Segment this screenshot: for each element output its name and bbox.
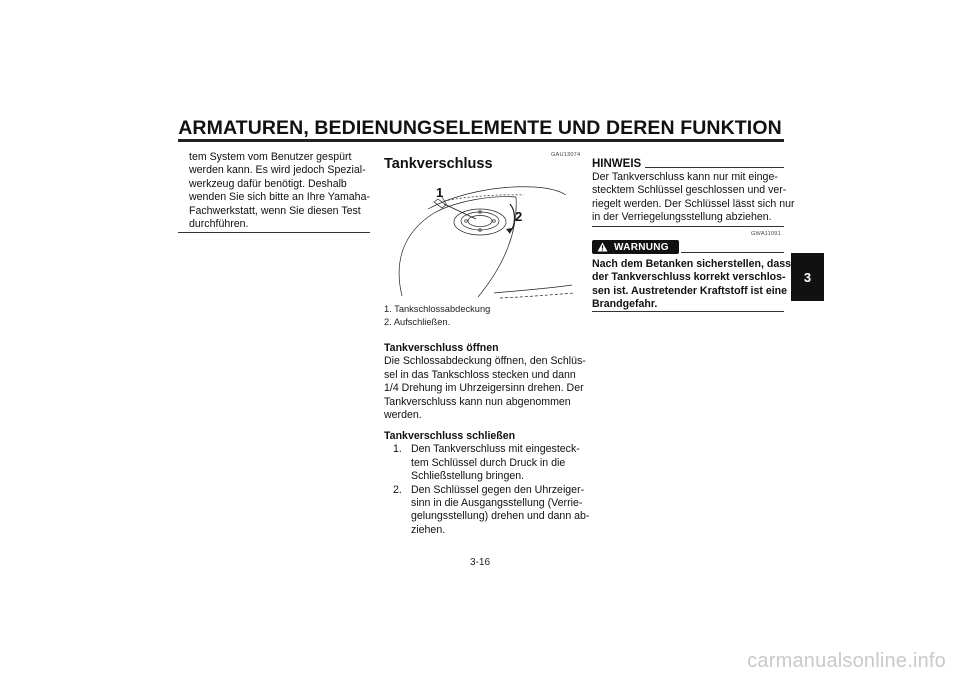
warning-triangle-icon xyxy=(597,242,608,252)
continued-paragraph xyxy=(189,151,370,231)
list-item xyxy=(384,484,589,538)
key-shaft xyxy=(444,204,476,219)
tank-lower-dash xyxy=(500,293,574,298)
text-line: in der Verriegelungsstellung abziehen. xyxy=(592,211,772,224)
text-line: Den Schlüssel gegen den Uhrzeiger- xyxy=(411,483,585,496)
figure-label-2: 2 xyxy=(515,209,523,224)
tank-lower-line xyxy=(494,285,572,293)
text-line: stecktem Schlüssel geschlossen und ver- xyxy=(592,184,787,197)
text-line: werden. xyxy=(384,409,422,422)
warning-label: WARNUNG xyxy=(614,241,669,253)
section-code: GAU13074 xyxy=(551,152,581,158)
tank-outline-top xyxy=(428,187,566,209)
list-item xyxy=(384,443,589,483)
warning-end-rule xyxy=(592,311,784,312)
page-number: 3-16 xyxy=(469,557,490,568)
text-line: durchführen. xyxy=(189,218,249,231)
text-line: wenden Sie sich bitte an Ihre Yamaha- xyxy=(189,191,370,204)
text-line: sel in das Tankschloss stecken und dann xyxy=(384,368,576,381)
hinweis-end-rule xyxy=(592,226,784,227)
text-line: werkzeug dafür benötigt. Deshalb xyxy=(189,177,347,190)
text-line: Nach dem Betanken sicherstellen, dass xyxy=(592,258,792,270)
fuel-tank-figure xyxy=(384,177,576,299)
text-line: Tankverschluss kann nun abgenommen xyxy=(384,395,571,408)
figure-label-1: 1 xyxy=(436,185,444,200)
hinweis-text xyxy=(592,171,795,225)
figure-caption-1: 1. Tankschlossabdeckung xyxy=(384,304,491,314)
watermark: carmanualsonline.info xyxy=(747,650,946,672)
text-line: gelungsstellung) drehen und dann ab- xyxy=(411,510,590,523)
text-line: Die Schlossabdeckung öffnen, den Schlüs- xyxy=(384,355,586,368)
close-section xyxy=(384,430,589,537)
step-number: 1. xyxy=(393,443,402,456)
tank-outline-left xyxy=(399,197,516,296)
page-title: ARMATUREN, BEDIENUNGSELEMENTE UND DEREN FUNKTION xyxy=(178,117,782,139)
open-section xyxy=(384,342,586,422)
text-line: sinn in die Ausgangsstellung (Verrie- xyxy=(411,497,583,510)
text-line: der Tankverschluss korrekt verschlos- xyxy=(592,271,786,284)
chapter-tab: 3 xyxy=(791,253,824,301)
warning-badge xyxy=(592,240,679,254)
text-line: Fachwerkstatt, wenn Sie diesen Test xyxy=(189,204,361,217)
open-subheading: Tankverschluss öffnen xyxy=(384,342,499,354)
warning-text xyxy=(592,258,791,312)
text-line: Schließstellung bringen. xyxy=(411,470,525,483)
text-line: ziehen. xyxy=(411,523,446,536)
section-end-rule xyxy=(178,232,370,233)
text-line: 1/4 Drehung im Uhrzeigersinn drehen. Der xyxy=(384,382,584,395)
text-line: tem System vom Benutzer gespürt xyxy=(189,151,352,163)
text-line: tem Schlüssel durch Druck in die xyxy=(411,456,566,469)
text-line: Brandgefahr. xyxy=(592,298,658,311)
section-heading: Tankverschluss xyxy=(384,156,493,172)
figure-caption-2: 2. Aufschließen. xyxy=(384,317,451,327)
text-line: riegelt werden. Der Schlüssel lässt sich nur xyxy=(592,197,795,210)
fuel-tank-illustration xyxy=(384,177,576,299)
hinweis-rule xyxy=(645,167,784,168)
cap-bolt-icon xyxy=(465,220,468,223)
header-rule xyxy=(178,139,784,142)
hinweis-label: HINWEIS xyxy=(592,158,642,170)
text-line: werden kann. Es wird jedoch Spezial- xyxy=(189,164,366,177)
warning-rule xyxy=(681,252,784,253)
text-line: Der Tankverschluss kann nur mit einge- xyxy=(592,171,778,183)
close-subheading: Tankverschluss schließen xyxy=(384,430,516,442)
text-line: sen ist. Austretender Kraftstoff ist eine xyxy=(592,284,788,297)
text-line: Den Tankverschluss mit eingesteck- xyxy=(411,443,580,456)
step-number: 2. xyxy=(393,483,402,496)
warning-code: GWA11091 xyxy=(751,231,781,237)
cap-bolt-icon xyxy=(493,220,496,223)
